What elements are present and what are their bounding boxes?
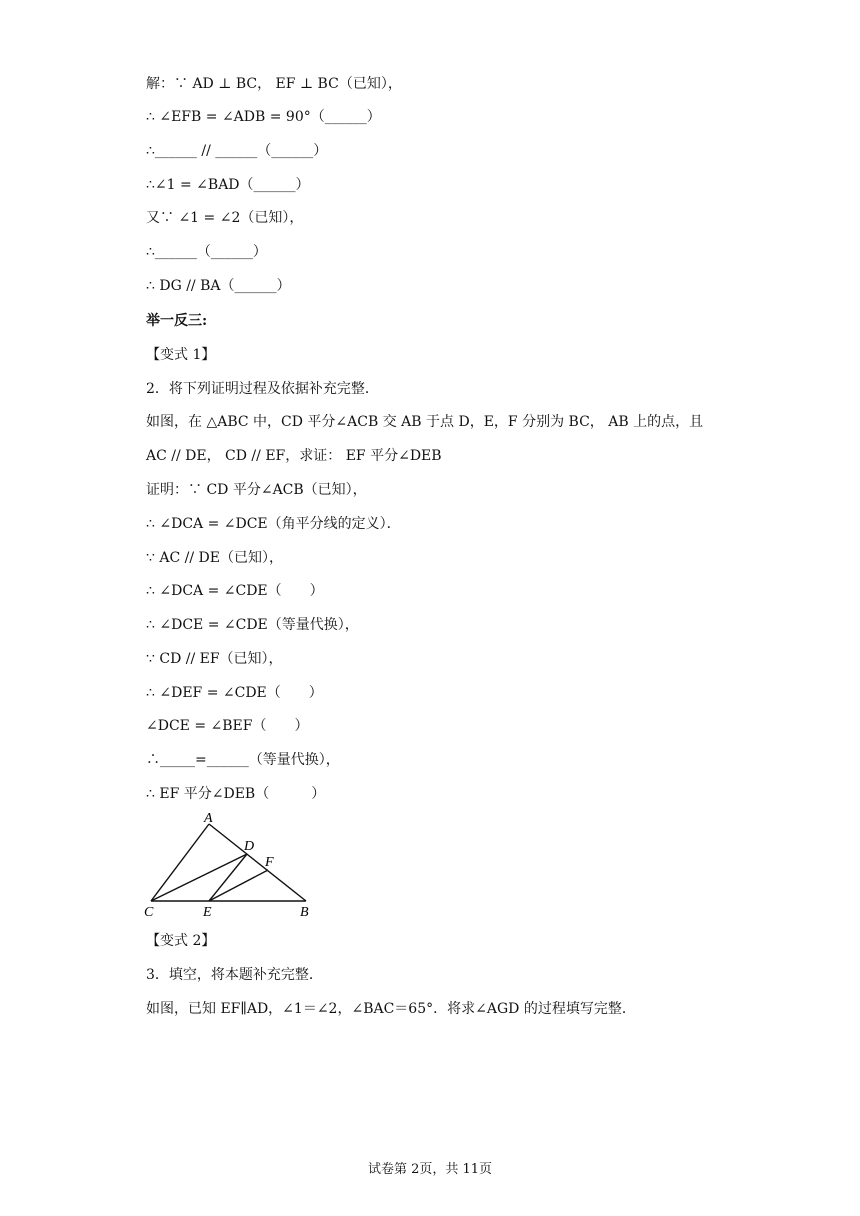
text-line: 【变式 2】 xyxy=(146,933,216,949)
text-line: ∴ ∠EFB = ∠ADB = 90°（______） xyxy=(146,109,381,125)
text-line: ∴______（______） xyxy=(146,244,267,260)
label-B: B xyxy=(300,905,309,920)
text-line: ∵ CD // EF（已知）， xyxy=(146,651,283,667)
text-line: ∴ EF 平分∠DEB（ ） xyxy=(146,786,326,802)
text-line: ∴ ∠DCA = ∠DCE（角平分线的定义）． xyxy=(146,516,401,532)
text-line: AC // DE， CD // EF，求证： EF 平分∠DEB xyxy=(146,448,442,464)
text-line: 如图，已知 EF∥AD，∠1＝∠2，∠BAC＝65°．将求∠AGD 的过程填写完整． xyxy=(146,1001,636,1017)
segment-CD xyxy=(151,854,247,901)
segment-DE xyxy=(209,854,247,901)
text-line: ∵ AC // DE（已知）， xyxy=(146,550,283,566)
text-line: 2．将下列证明过程及依据补充完整． xyxy=(146,381,379,397)
text-line: 如图，在 △ABC 中，CD 平分∠ACB 交 AB 于点 D，E，F 分别为 BC， AB 上的点，且 xyxy=(146,414,704,430)
text-line: ∴ ∠DCA = ∠CDE（ ） xyxy=(146,583,324,599)
text-line: 证明：∵ CD 平分∠ACB（已知）， xyxy=(146,482,367,498)
text-line: 又∵ ∠1 = ∠2（已知）， xyxy=(146,210,304,226)
label-F: F xyxy=(265,855,274,870)
text-line: 解：∵ AD ⊥ BC， EF ⊥ BC（已知）， xyxy=(146,76,402,92)
text-line: 举一反三: xyxy=(146,313,208,329)
segment-EF xyxy=(209,870,268,901)
segment-AB xyxy=(209,824,306,901)
text-line: ∴______ // ______（______） xyxy=(146,143,328,159)
label-C: C xyxy=(144,905,154,920)
text-line: ∴ ∠DEF = ∠CDE（ ） xyxy=(146,685,323,701)
text-line: 【变式 1】 xyxy=(146,347,216,363)
segment-AC xyxy=(151,824,209,901)
triangle-figure xyxy=(140,808,320,920)
text-line: ∴∠1 = ∠BAD（______） xyxy=(146,177,310,193)
page-footer: 试卷第 2页，共 11页 xyxy=(367,1162,493,1177)
text-line: 3．填空，将本题补充完整． xyxy=(146,967,323,983)
text-line: ∴ DG // BA（______） xyxy=(146,278,291,294)
text-line: ∠DCE = ∠BEF（ ） xyxy=(146,718,309,734)
label-D: D xyxy=(244,839,255,854)
text-line: ∴_____=______（等量代换）， xyxy=(146,752,340,768)
label-A: A xyxy=(204,811,213,826)
text-line: ∴ ∠DCE = ∠CDE（等量代换）， xyxy=(146,617,359,633)
label-E: E xyxy=(203,905,212,920)
